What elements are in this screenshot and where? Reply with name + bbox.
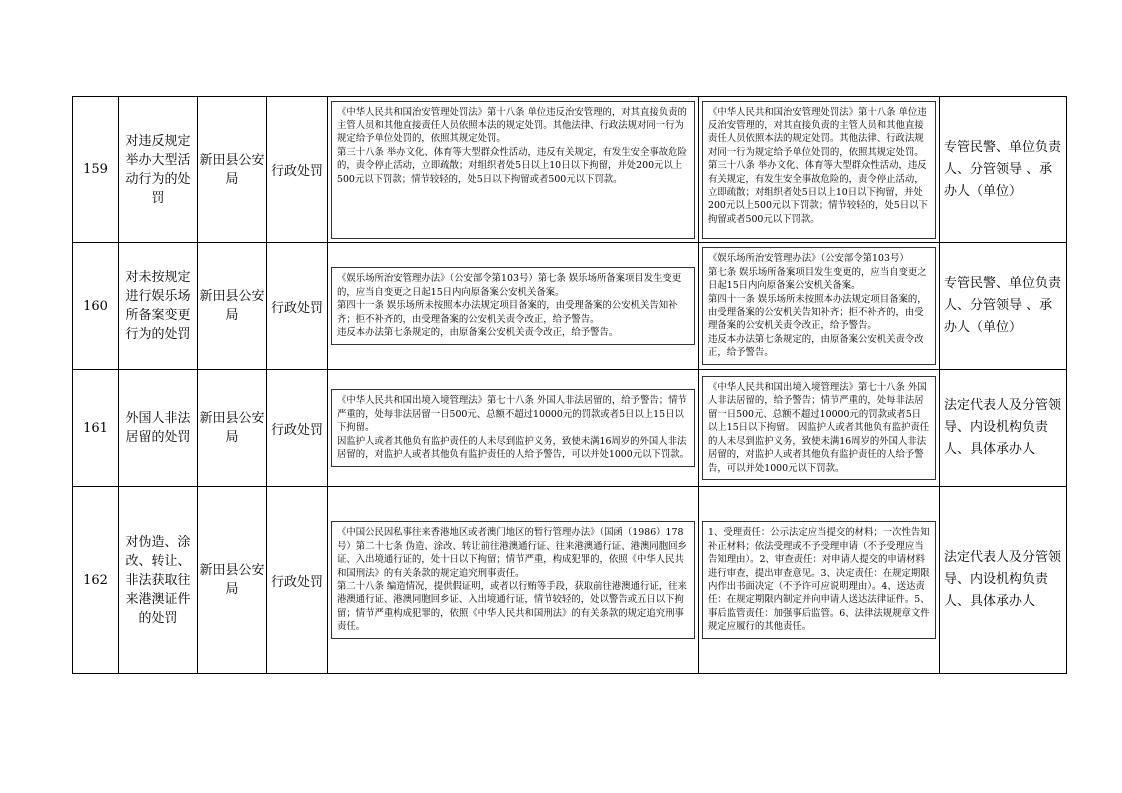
responsibility-text: 《中华人民共和国出境入境管理法》第七十八条 外国人非法居留的，给予警告；情节严重的，处每非法居留一日500元、总额不超过10000元的罚款或者5日以上15日以下拘留。 因监护人或者其他负有监护责任的人未尽到监护义务，致使未满16周岁的外国人非法居留的，对监护人或者其他负有监护责任的人给予警告，可以并处1000元以下罚款。 [702,376,936,480]
table-row [73,97,1067,243]
item-name: 对未按规定进行娱乐场所备案变更行为的处罚 [119,243,198,370]
legal-basis-text: 《中华人民共和国治安管理处罚法》第十八条 单位违反治安管理的，对其直接负责的主管人员和其他直接责任人员依照本法的规定处罚。其他法律、行政法规对同一行为规定给予单位处罚的，依照其规定处罚。 第三十八条 举办文化、体育等大型群众性活动，违反有关规定，有发生安全事故危险的，责令停止活动，立即疏散；对组织者处5日以上10日以下拘留，并处200元以上500元以下罚款；情节较轻的，处5日以下拘留或者500元以下罚款。 [331,101,695,239]
table-row [73,243,1067,370]
legal-basis-text: 《娱乐场所治安管理办法》（公安部令第103号）第七条 娱乐场所备案项目发生变更的，应当自变更之日起15日内向原备案公安机关备案。 第四十一条 娱乐场所未按照本办法规定项目备案的，由受理备案的公安机关告知补齐；拒不补齐的，由受理备案的公安机关责令改正，给予警告。 违反本办法第七条规定的，由原备案公安机关责令改正，给予警告。 [331,267,695,344]
power-type: 行政处罚 [267,370,328,487]
department: 新田县公安局 [198,243,267,370]
legal-basis-text: 《中华人民共和国出境入境管理法》第七十八条 外国人非法居留的，给予警告；情节严重的，处每非法居留一日500元、总额不超过10000元的罚款或者5日以上15日以下拘留。 因监护人或者其他负有监护责任的人未尽到监护义务，致使未满16周岁的外国人非法居留的，对监护人或者其他负有监护责任的人给予警告，可以并处1000元以下罚款。 [331,389,695,466]
item-name: 外国人非法居留的处罚 [119,370,198,487]
responsible-persons: 法定代表人及分管领导、内设机构负责人、具体承办人 [940,370,1067,487]
department: 新田县公安局 [198,487,267,674]
responsibility-text: 1、受理责任：公示法定应当提交的材料；一次性告知补正材料；依法受理或不予受理申请（不予受理应当告知理由）。2、审查责任：对申请人提交的申请材料进行审查，提出审查意见。3、决定责任：在规定期限内作出书面决定（不予许可应说明理由）。4、送达责任：在规定期限内制定并向申请人送达法律证件。5、事后监管责任：加强事后监管。6、法律法规规章文件规定应履行的其他责任。 [702,521,936,638]
row-number: 160 [73,243,119,370]
legal-basis-cell [328,370,699,487]
item-name: 对伪造、涂改、转让、非法获取往来港澳证件的处罚 [119,487,198,674]
legal-basis-cell [328,97,699,243]
row-number: 159 [73,97,119,243]
responsibility-cell [699,243,940,370]
department: 新田县公安局 [198,97,267,243]
row-number: 162 [73,487,119,674]
responsibility-text: 《中华人民共和国治安管理处罚法》第十八条 单位违反治安管理的，对其直接负责的主管人员和其他直接责任人员依照本法的规定处罚。其他法律、行政法规对同一行为规定给予单位处罚的，依照其规定处罚。 第三十八条 举办文化、体育等大型群众性活动，违反有关规定，有发生安全事故危险的，责令停止活动，立即疏散；对组织者处5日以上10日以下拘留，并处200元以上500元以下罚款；情节较轻的，处5日以下拘留或者500元以下罚款。 [702,101,936,239]
power-type: 行政处罚 [267,243,328,370]
responsibility-cell [699,97,940,243]
table-row [73,487,1067,674]
power-type: 行政处罚 [267,487,328,674]
responsibility-cell [699,370,940,487]
table-row [73,370,1067,487]
power-list-table [72,96,1067,674]
responsibility-text: 《娱乐场所治安管理办法》（公安部令第103号） 第七条 娱乐场所备案项目发生变更的，应当自变更之日起15日内向原备案公安机关备案。 第四十一条 娱乐场所未按照本办法规定项目备案的，由受理备案的公安机关告知补齐；拒不补齐的，由受理备案的公安机关责令改正，给予警告。 违反本办法第七条规定的，由原备案公安机关责令改正，给予警告。 [702,247,936,364]
item-name: 对违反规定举办大型活动行为的处罚 [119,97,198,243]
responsible-persons: 专管民警、单位负责人、分管领导 、承办人（单位） [940,243,1067,370]
row-number: 161 [73,370,119,487]
legal-basis-cell [328,487,699,674]
legal-basis-cell [328,243,699,370]
power-type: 行政处罚 [267,97,328,243]
department: 新田县公安局 [198,370,267,487]
responsible-persons: 专管民警、单位负责人、分管领导 、承办人（单位） [940,97,1067,243]
legal-basis-text: 《中国公民因私事往来香港地区或者澳门地区的暂行管理办法》（国函（1986）178号）第二十七条 伪造、涂改、转让前往港澳通行证、往来港澳通行证、港澳同胞回乡证、入出境通行证的，处十日以下拘留；情节严重，构成犯罪的，依照《中华人民共和国刑法》的有关条款的规定追究刑事责任。 第二十八条 编造情况，提供假证明，或者以行贿等手段，获取前往港澳通行证，往来港澳通行证、港澳同胞回乡证、入出境通行证，情节较轻的，处以警告或五日以下拘留；情节严重构成犯罪的，依照《中华人民共和国刑法》的有关条款的规定追究刑事责任。 [331,521,695,638]
responsibility-cell [699,487,940,674]
responsible-persons: 法定代表人及分管领导、内设机构负责人、具体承办人 [940,487,1067,674]
